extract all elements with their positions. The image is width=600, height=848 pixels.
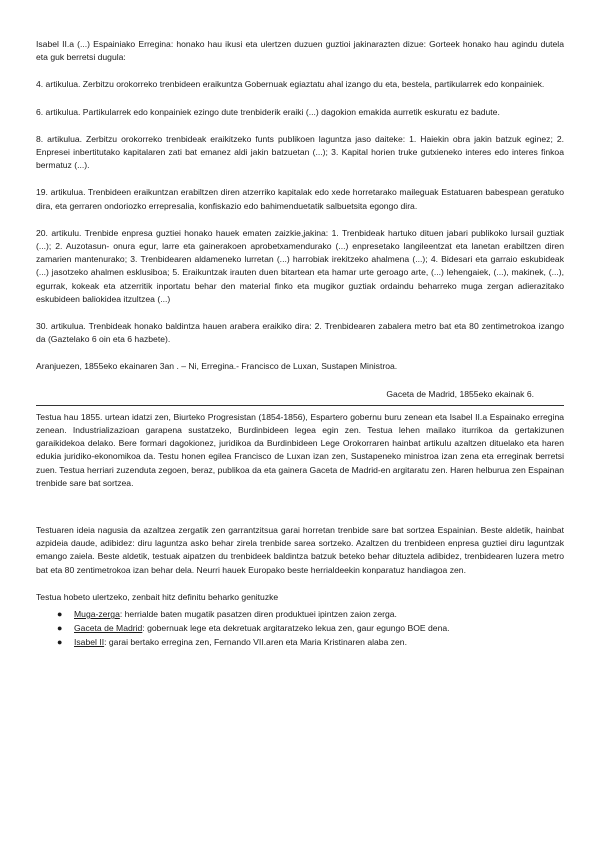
bullet-icon: ● — [57, 609, 63, 620]
definitions-intro: Testua hobeto ulertzeko, zenbait hitz definitu beharko genituzke — [36, 591, 279, 602]
bullet-icon: ● — [57, 637, 63, 648]
paragraph-intro-decree: Isabel II.a (...) Espainiako Erregina: honako hau ikusi eta ulertzen duzuen guztioi jakinarazten dizue: Gorteek honako hau agindu dutela eta guk berretsi dugula: — [36, 39, 564, 63]
paragraph-article-8: 8. artikulua. Zerbitzu orokorreko trenbideak eraikitzeko funts publikoen laguntza jaso daiteke: 1. Haiekin obra jakin batzuk eginez; 2. Enpresei inbertitutako kapitalaren zati bat emanez aldi jakin batzuetan (...); 3. Kapital horien truke gutxieneko interes edo interes finkoa bermatuz (...). — [36, 133, 564, 171]
paragraph-signature: Aranjuezen, 1855eko ekainaren 3an . – Ni, Erregina.- Francisco de Luxan, Sustapen Ministroa. — [36, 361, 398, 372]
definition-text: : gobernuak lege eta dekretuak argitaratzeko lekua zen, gaur egungo BOE dena. — [142, 623, 450, 634]
list-item — [57, 635, 564, 649]
paragraph-article-30: 30. artikulua. Trenbideak honako baldintza hauen arabera eraikiko dira: 2. Trenbidearen zabalera metro bat eta 80 zentimetrokoa izango da (Gaztelako 6 oin eta 6 hazbete). — [36, 321, 564, 345]
list-item — [57, 621, 564, 635]
paragraph-main-idea: Testuaren ideia nagusia da azaltzea zergatik zen garrantzitsua garai horretan trenbide sare bat sortzea Espainian. Beste aldetik, hainbat azpideia daude, adibidez: diru laguntza asko behar zirela trenbide sarea sortzeko. Azaltzen du trenbideen enpresa guztiei diru laguntzak emango zaiela. Beste aldetik, testuak aipatzen du trenbideek baldintza batzuk beteko behar dituztela adibidez, trenbidearen luzera metro bat eta 80 zentimetrokoa izan behar dela. Neurri hauek Europako beste herrialdeekin konparatuz handiagoa zen. — [36, 525, 564, 575]
definitions-list — [36, 607, 564, 649]
paragraph-article-6: 6. artikulua. Partikularrek edo konpainiek ezingo dute trenbiderik eraiki (...) dagokion emakida aurretik eskuratu ez badute. — [36, 106, 500, 117]
spacer — [36, 504, 564, 524]
definition-text: : garai bertako erregina zen, Fernando VII.aren eta Maria Kristinaren alaba zen. — [104, 637, 407, 648]
separator-line — [36, 405, 564, 406]
definition-term: Gaceta de Madrid — [74, 623, 143, 634]
definition-term: Muga-zerga — [74, 609, 120, 620]
paragraph-article-4: 4. artikulua. Zerbitzu orokorreko trenbideen eraikuntza Gobernuak egiaztatu ahal izango du eta, bestela, partikularrek edo konpainiek. — [36, 79, 545, 90]
paragraph-context: Testua hau 1855. urtean idatzi zen, Biurteko Progresistan (1854-1856), Espartero gobernu buru zenean eta Isabel II.a Espainako erregina zenean. Industrializazioan garapena sustatzeko, Burdinbideen legea egin zen. Testua lehen mailako iturrikoa da gertakizunen garaikidekoa delako. Bere formari dagokionez, juridikoa da Burdinbideen Lege Orokorraren hainbat artikulu azaltzen dituelako eta haren edukia juridiko-ekonomikoa da. Testu honen egilea Francisco de Luxan izan zen, Sustapeneko ministroa izan zena eta erreginak berretsi zuen. Testua herriari zuzenduta zegoen, beraz, publikoa da eta gainera Gaceta de Madrid-en argitaratu zen. Haren helburua zen Espainan trenbide sare bat sortzea. — [36, 411, 564, 488]
source-date-line: Gaceta de Madrid, 1855eko ekainak 6. — [386, 388, 534, 399]
definition-term: Isabel II — [74, 637, 105, 648]
paragraph-article-20: 20. artikulu. Trenbide enpresa guztiei honako hauek ematen zaizkie,jakina: 1. Trenbideak hartuko dituen jabari publikoko lursail guztiak (...); 2. Auzotasun- onura egur, larre eta gainerakoen aprobetxamendurako (...) enpresetako langileentzat eta lanetan erabiltzen diren zamarien mantenurako; 3. Trenbidearen aldameneko lurretan (...) harrobiak irekitzeko ahalmena (...); 4. Bidesari eta garraio eskubideak (...) jasotzeko ahalmen esklusiboa; 5. Eraikuntzak irauten duen bitartean eta hamar urte geroago arte, (...) lehengaiek, (...), makinek, (...), egurrak, kokeak eta atzerritik inportatu behar den material finko eta mugikor guztiak ordaindu beharreko muga zergan adierazitako eskubideen baliokidea itzultzea (...) — [36, 227, 564, 304]
definition-text: : herrialde baten mugatik pasatzen diren produktuei ipintzen zaion zerga. — [119, 609, 397, 620]
paragraph-article-19: 19. artikulua. Trenbideen eraikuntzan erabiltzen diren atzerriko kapitalak edo xede horretarako maileguak Estatuaren babespean geratuko dira, eta gerraren ondoriozko errepresalia, konfiskazio edo bahimenduetatik salbuetsita egongo dira. — [36, 187, 564, 211]
bullet-icon: ● — [57, 623, 63, 634]
document-page — [36, 38, 564, 649]
list-item — [57, 607, 564, 621]
